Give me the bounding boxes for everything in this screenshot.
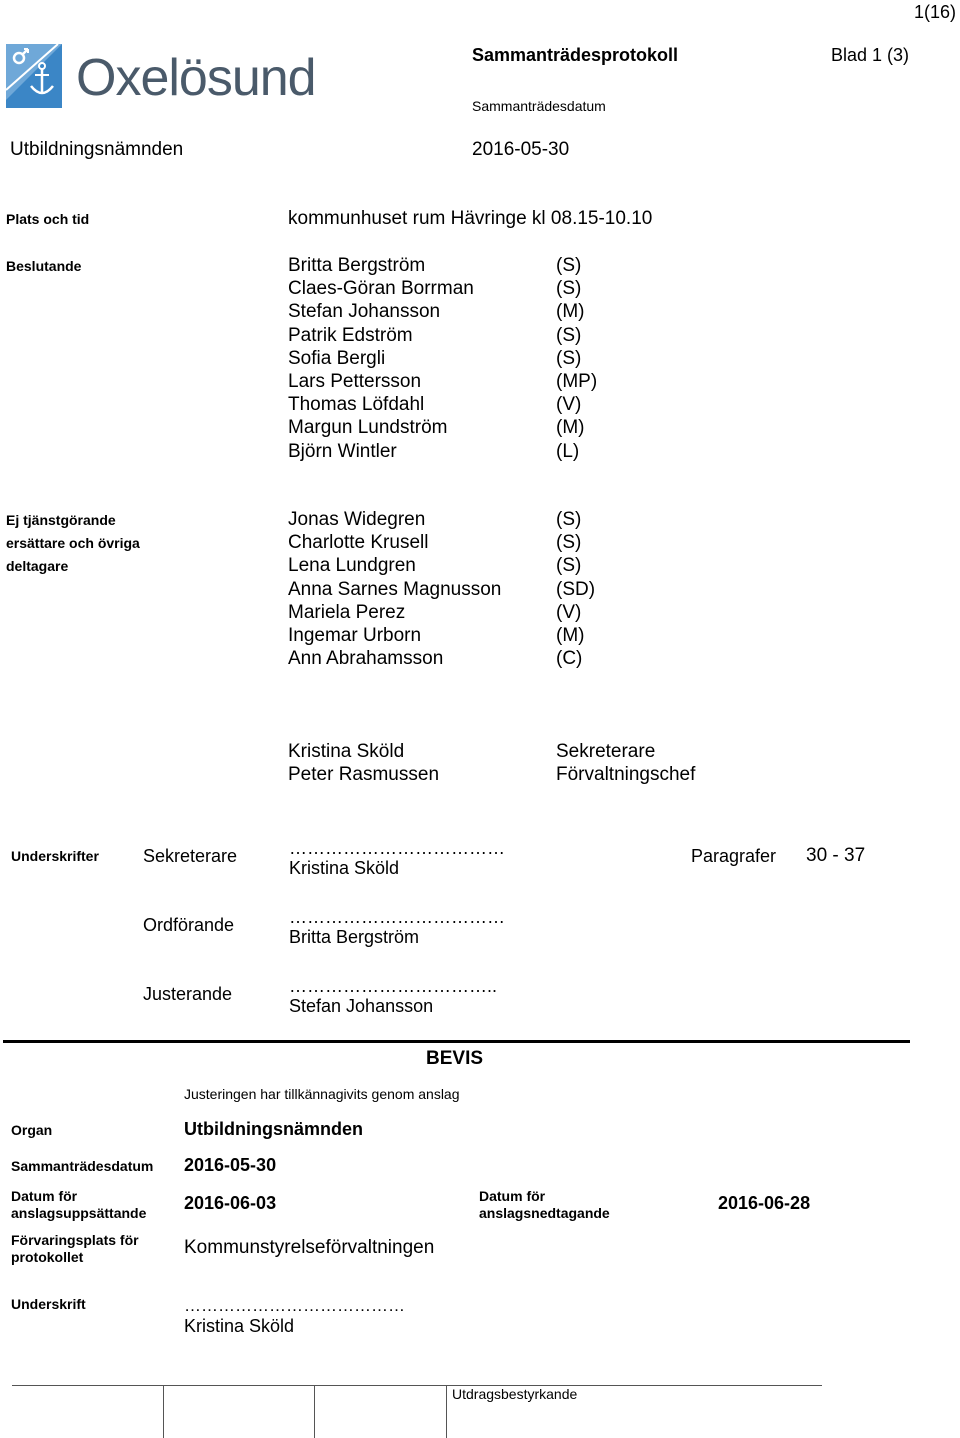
forvaringsplats-label-line-1: Förvaringsplats för (11, 1232, 139, 1248)
beslutande-member-party: (S) (556, 255, 582, 276)
ersattare-member-party: (C) (556, 648, 583, 670)
beslutande-member-party: (S) (556, 347, 582, 369)
bevis-title: BEVIS (426, 1048, 484, 1069)
underskrift-label: Underskrift (11, 1296, 86, 1312)
beslutande-member-party: (S) (556, 278, 582, 300)
footer-divider (314, 1385, 315, 1438)
beslutande-member-party: (L) (556, 440, 580, 462)
ersattare-label-line-2: ersättare och övriga (6, 535, 140, 551)
official-role: Förvaltningschef (556, 764, 696, 785)
beslutande-member-name: Thomas Löfdahl (288, 394, 425, 416)
ersattare-member-name: Charlotte Krusell (288, 532, 429, 554)
ersattare-member-name: Anna Sarnes Magnusson (288, 578, 502, 600)
signature-line: ……………………………… (289, 907, 505, 927)
forvaringsplats-label-line-2: protokollet (11, 1249, 84, 1265)
beslutande-label: Beslutande (6, 258, 82, 274)
oxelosund-coat-of-arms-icon (6, 44, 62, 114)
official-name: Peter Rasmussen (288, 764, 440, 785)
underskrift-line: ………………………………… (184, 1296, 405, 1315)
ersattare-member-name: Mariela Perez (288, 601, 406, 623)
beslutande-member-party: (M) (556, 301, 585, 323)
sammantradesdatum-value: 2016-05-30 (184, 1155, 277, 1175)
page-number: 1(16) (913, 2, 956, 22)
ersattare-member-party: (S) (556, 509, 582, 530)
logo-wordmark: Oxelösund (76, 49, 316, 107)
organ-label: Organ (11, 1122, 53, 1138)
underskrift-name: Kristina Sköld (184, 1316, 295, 1336)
beslutande-member-name: Stefan Johansson (288, 301, 441, 323)
anslagsuppsattande-value: 2016-06-03 (184, 1193, 277, 1213)
plats-label: Plats och tid (6, 211, 90, 227)
footer-divider (163, 1385, 164, 1438)
beslutande-member-party: (M) (556, 417, 585, 439)
beslutande-member-party: (V) (556, 394, 582, 416)
ersattare-member-name: Ingemar Urborn (288, 625, 422, 646)
anslagsnedtagande-label-line-1: Datum för (479, 1188, 546, 1204)
utdragsbestyrkande-label: Utdragsbestyrkande (452, 1386, 578, 1402)
ersattare-member-name: Lena Lundgren (288, 555, 416, 577)
ersattare-label-line-1: Ej tjänstgörande (6, 512, 116, 528)
document-title: Sammanträdesprotokoll (472, 45, 679, 65)
beslutande-member-name: Margun Lundström (288, 417, 448, 439)
plats-value: kommunhuset rum Hävringe kl 08.15-10.10 (288, 208, 653, 229)
beslutande-member-name: Lars Pettersson (288, 371, 422, 392)
ersattare-member-party: (S) (556, 532, 582, 554)
signature-name: Stefan Johansson (289, 996, 434, 1016)
signature-line: …………………………….. (289, 976, 498, 996)
beslutande-member-party: (S) (556, 324, 582, 346)
ersattare-member-party: (V) (556, 601, 582, 623)
ersattare-label-line-3: deltagare (6, 558, 69, 574)
beslutande-member-name: Britta Bergström (288, 255, 426, 276)
official-role: Sekreterare (556, 741, 656, 762)
ersattare-member-name: Ann Abrahamsson (288, 648, 444, 670)
underskrifter-label: Underskrifter (11, 848, 99, 864)
bevis-divider (3, 1040, 910, 1043)
signature-role: Justerande (143, 984, 233, 1004)
signature-line: ……………………………… (289, 838, 505, 858)
sammantradesdatum-label: Sammanträdesdatum (11, 1158, 154, 1174)
ersattare-member-party: (S) (556, 555, 582, 577)
official-name: Kristina Sköld (288, 741, 405, 762)
sheet-number: Blad 1 (3) (831, 45, 910, 65)
anslagsnedtagande-value: 2016-06-28 (718, 1193, 811, 1213)
beslutande-member-name: Sofia Bergli (288, 347, 386, 369)
anslagsuppsattande-label-line-1: Datum för (11, 1188, 78, 1204)
signature-name: Kristina Sköld (289, 858, 400, 878)
beslutande-member-party: (MP) (556, 371, 598, 392)
forvaringsplats-value: Kommunstyrelseförvaltningen (184, 1237, 435, 1258)
paragrafer-label: Paragrafer (691, 846, 777, 866)
footer-top-line (12, 1385, 822, 1386)
committee-name: Utbildningsnämnden (10, 139, 184, 160)
anslagsnedtagande-label-line-2: anslagsnedtagande (479, 1205, 610, 1221)
signature-role: Sekreterare (143, 846, 238, 866)
date-label: Sammanträdesdatum (472, 98, 606, 114)
beslutande-member-name: Claes-Göran Borrman (288, 278, 474, 300)
bevis-intro: Justeringen har tillkännagivits genom anslag (184, 1086, 460, 1102)
ersattare-member-party: (SD) (556, 578, 596, 600)
anslagsuppsattande-label-line-2: anslagsuppsättande (11, 1205, 147, 1221)
beslutande-member-name: Björn Wintler (288, 440, 397, 462)
signature-name: Britta Bergström (289, 927, 420, 947)
beslutande-member-name: Patrik Edström (288, 324, 413, 346)
ersattare-member-name: Jonas Widegren (288, 509, 426, 530)
organ-value: Utbildningsnämnden (184, 1119, 363, 1139)
footer-divider (446, 1385, 447, 1438)
signature-role: Ordförande (143, 915, 235, 935)
ersattare-member-party: (M) (556, 625, 585, 646)
paragrafer-value: 30 - 37 (806, 845, 866, 866)
meeting-date: 2016-05-30 (472, 139, 570, 160)
